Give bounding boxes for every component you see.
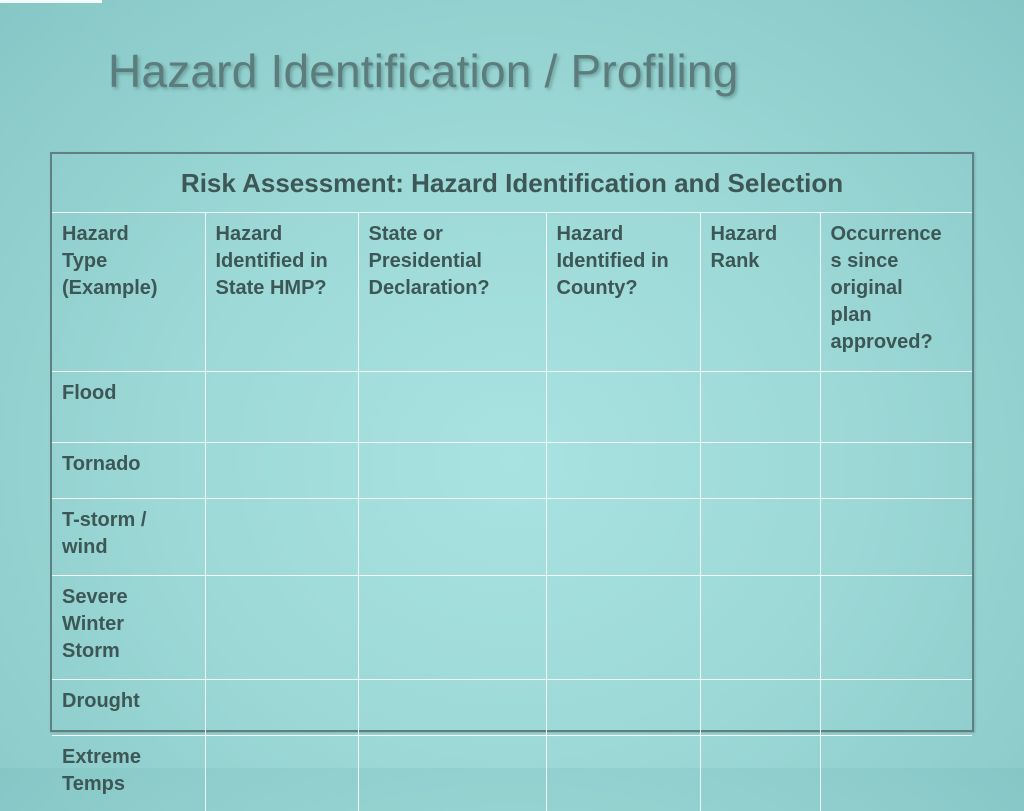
corner-mark	[0, 0, 102, 3]
hazard-cell: Flood	[52, 372, 205, 443]
table-cell[interactable]	[700, 680, 820, 736]
table-cell[interactable]	[546, 499, 700, 576]
header-identified-in-county: Hazard Identified in County?	[546, 213, 700, 372]
table-cell[interactable]	[205, 499, 358, 576]
table-row	[52, 443, 972, 499]
header-hazard-rank: Hazard Rank	[700, 213, 820, 372]
table-cell[interactable]	[546, 443, 700, 499]
table-cell[interactable]	[700, 443, 820, 499]
hazard-table-grid	[52, 154, 972, 811]
table-cell[interactable]	[820, 680, 972, 736]
hazard-cell: Drought	[52, 680, 205, 736]
table-cell[interactable]	[358, 499, 546, 576]
table-row	[52, 499, 972, 576]
table-cell[interactable]	[546, 372, 700, 443]
table-cell[interactable]	[546, 736, 700, 811]
table-cell[interactable]	[820, 443, 972, 499]
table-cell[interactable]	[205, 372, 358, 443]
table-cell[interactable]	[820, 372, 972, 443]
table-cell[interactable]	[205, 443, 358, 499]
table-header-row	[52, 213, 972, 372]
table-cell[interactable]	[820, 736, 972, 811]
table-row	[52, 372, 972, 443]
hazard-cell: Severe Winter Storm	[52, 576, 205, 680]
table-cell[interactable]	[358, 443, 546, 499]
table-row	[52, 736, 972, 811]
slide-title: Hazard Identification / Profiling	[108, 44, 738, 98]
table-cell[interactable]	[358, 736, 546, 811]
header-hazard-type: Hazard Type (Example)	[52, 213, 205, 372]
hazard-cell: Extreme Temps	[52, 736, 205, 811]
table-cell[interactable]	[205, 576, 358, 680]
table-row	[52, 576, 972, 680]
table-cell[interactable]	[820, 576, 972, 680]
table-caption-row	[52, 154, 972, 213]
table-cell[interactable]	[546, 680, 700, 736]
table-cell[interactable]	[700, 736, 820, 811]
table-cell[interactable]	[700, 499, 820, 576]
header-identified-in-state-hmp: Hazard Identified in State HMP?	[205, 213, 358, 372]
table-cell[interactable]	[358, 576, 546, 680]
table-row	[52, 680, 972, 736]
header-occurrences-since-approval: Occurrence s since original plan approved?	[820, 213, 972, 372]
hazard-cell: T-storm / wind	[52, 499, 205, 576]
table-cell[interactable]	[205, 736, 358, 811]
table-caption: Risk Assessment: Hazard Identification and Selection	[52, 154, 972, 213]
table-cell[interactable]	[546, 576, 700, 680]
table-cell[interactable]	[205, 680, 358, 736]
hazard-cell: Tornado	[52, 443, 205, 499]
table-cell[interactable]	[820, 499, 972, 576]
table-cell[interactable]	[700, 576, 820, 680]
header-state-or-presidential-declaration: State or Presidential Declaration?	[358, 213, 546, 372]
table-cell[interactable]	[358, 680, 546, 736]
hazard-table	[50, 152, 974, 732]
table-cell[interactable]	[700, 372, 820, 443]
table-cell[interactable]	[358, 372, 546, 443]
